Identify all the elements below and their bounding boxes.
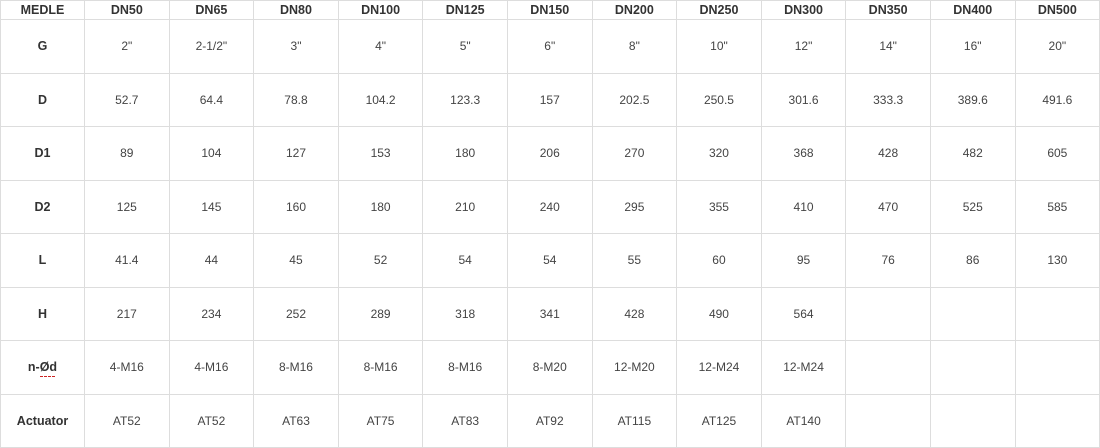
table-cell: 52.7 bbox=[85, 73, 170, 127]
table-cell: 585 bbox=[1015, 180, 1100, 234]
table-cell: 157 bbox=[507, 73, 592, 127]
table-cell: 16" bbox=[930, 20, 1015, 74]
table-cell: 64.4 bbox=[169, 73, 254, 127]
table-cell: 12" bbox=[761, 20, 846, 74]
table-cell-empty bbox=[1015, 341, 1100, 395]
table-cell: AT115 bbox=[592, 394, 677, 448]
table-cell: 2" bbox=[85, 20, 170, 74]
table-row bbox=[1, 394, 1100, 448]
table-cell: 234 bbox=[169, 287, 254, 341]
table-cell: 41.4 bbox=[85, 234, 170, 288]
table-cell: 333.3 bbox=[846, 73, 931, 127]
table-row bbox=[1, 127, 1100, 181]
table-cell: 44 bbox=[169, 234, 254, 288]
table-cell: 78.8 bbox=[254, 73, 339, 127]
table-cell: 410 bbox=[761, 180, 846, 234]
table-cell: 564 bbox=[761, 287, 846, 341]
column-header: DN150 bbox=[507, 1, 592, 20]
table-row bbox=[1, 341, 1100, 395]
table-cell-empty bbox=[1015, 394, 1100, 448]
table-row bbox=[1, 180, 1100, 234]
table-cell: 491.6 bbox=[1015, 73, 1100, 127]
column-header: DN500 bbox=[1015, 1, 1100, 20]
table-cell: 295 bbox=[592, 180, 677, 234]
table-cell: 525 bbox=[930, 180, 1015, 234]
table-cell: 389.6 bbox=[930, 73, 1015, 127]
table-cell: 76 bbox=[846, 234, 931, 288]
column-header: DN350 bbox=[846, 1, 931, 20]
table-cell: 55 bbox=[592, 234, 677, 288]
table-cell: AT140 bbox=[761, 394, 846, 448]
table-cell: 153 bbox=[338, 127, 423, 181]
row-header-l: L bbox=[1, 234, 85, 288]
table-cell: AT75 bbox=[338, 394, 423, 448]
table-cell: 4" bbox=[338, 20, 423, 74]
table-cell: 86 bbox=[930, 234, 1015, 288]
table-cell: 482 bbox=[930, 127, 1015, 181]
table-row bbox=[1, 287, 1100, 341]
column-header: DN125 bbox=[423, 1, 508, 20]
table-cell: 5" bbox=[423, 20, 508, 74]
table-cell: 428 bbox=[592, 287, 677, 341]
column-header: DN300 bbox=[761, 1, 846, 20]
table-cell: AT83 bbox=[423, 394, 508, 448]
table-cell: 8-M16 bbox=[338, 341, 423, 395]
column-header: DN400 bbox=[930, 1, 1015, 20]
row-header-actuator: Actuator bbox=[1, 394, 85, 448]
table-cell: 104 bbox=[169, 127, 254, 181]
table-cell: 104.2 bbox=[338, 73, 423, 127]
table-cell: 270 bbox=[592, 127, 677, 181]
table-cell: AT52 bbox=[85, 394, 170, 448]
table-cell: 20" bbox=[1015, 20, 1100, 74]
table-cell-empty bbox=[930, 394, 1015, 448]
table-cell: 301.6 bbox=[761, 73, 846, 127]
column-header: DN250 bbox=[677, 1, 762, 20]
table-cell: 470 bbox=[846, 180, 931, 234]
table-cell-empty bbox=[846, 287, 931, 341]
table-cell: 8-M16 bbox=[423, 341, 508, 395]
column-header: DN80 bbox=[254, 1, 339, 20]
table-cell: 160 bbox=[254, 180, 339, 234]
table-cell: 250.5 bbox=[677, 73, 762, 127]
table-header-row bbox=[1, 1, 1100, 20]
table-cell: 289 bbox=[338, 287, 423, 341]
table-cell-empty bbox=[930, 341, 1015, 395]
red-dashed-underline bbox=[40, 376, 55, 377]
table-cell: 180 bbox=[423, 127, 508, 181]
table-cell: 10" bbox=[677, 20, 762, 74]
table-cell: 130 bbox=[1015, 234, 1100, 288]
row-header-h: H bbox=[1, 287, 85, 341]
table-cell: 341 bbox=[507, 287, 592, 341]
table-cell: 180 bbox=[338, 180, 423, 234]
table-cell: 355 bbox=[677, 180, 762, 234]
table-cell: 60 bbox=[677, 234, 762, 288]
table-cell: 4-M16 bbox=[85, 341, 170, 395]
nod-label-text bbox=[28, 360, 57, 374]
table-cell: 240 bbox=[507, 180, 592, 234]
table-header bbox=[1, 1, 1100, 20]
table-cell: 12-M24 bbox=[761, 341, 846, 395]
table-cell: AT125 bbox=[677, 394, 762, 448]
row-header-d: D bbox=[1, 73, 85, 127]
table-cell: 3" bbox=[254, 20, 339, 74]
table-cell: 368 bbox=[761, 127, 846, 181]
table-cell: 2-1/2" bbox=[169, 20, 254, 74]
table-cell: 6" bbox=[507, 20, 592, 74]
table-cell: 8-M16 bbox=[254, 341, 339, 395]
table-cell: 123.3 bbox=[423, 73, 508, 127]
table-cell: 12-M20 bbox=[592, 341, 677, 395]
row-header-d2: D2 bbox=[1, 180, 85, 234]
column-header: DN200 bbox=[592, 1, 677, 20]
table-body bbox=[1, 20, 1100, 448]
table-cell: 145 bbox=[169, 180, 254, 234]
table-cell: 8" bbox=[592, 20, 677, 74]
table-cell: 52 bbox=[338, 234, 423, 288]
table-cell: 318 bbox=[423, 287, 508, 341]
table-cell: AT63 bbox=[254, 394, 339, 448]
table-cell: 95 bbox=[761, 234, 846, 288]
table-cell: AT52 bbox=[169, 394, 254, 448]
table-cell: 490 bbox=[677, 287, 762, 341]
table-cell-empty bbox=[846, 394, 931, 448]
table-cell: 14" bbox=[846, 20, 931, 74]
table-cell: 605 bbox=[1015, 127, 1100, 181]
row-header-d1: D1 bbox=[1, 127, 85, 181]
table-cell: 45 bbox=[254, 234, 339, 288]
table-cell: 252 bbox=[254, 287, 339, 341]
table-cell: 202.5 bbox=[592, 73, 677, 127]
table-cell: 320 bbox=[677, 127, 762, 181]
table-cell: 127 bbox=[254, 127, 339, 181]
table-cell: 125 bbox=[85, 180, 170, 234]
table-cell: 217 bbox=[85, 287, 170, 341]
table-row bbox=[1, 73, 1100, 127]
table-cell: 428 bbox=[846, 127, 931, 181]
column-header: DN50 bbox=[85, 1, 170, 20]
table-cell: 89 bbox=[85, 127, 170, 181]
table-cell: 54 bbox=[423, 234, 508, 288]
table-cell-empty bbox=[930, 287, 1015, 341]
table-cell: AT92 bbox=[507, 394, 592, 448]
table-cell: 54 bbox=[507, 234, 592, 288]
table-cell-empty bbox=[846, 341, 931, 395]
table-cell: 210 bbox=[423, 180, 508, 234]
column-header: DN65 bbox=[169, 1, 254, 20]
table-cell: 8-M20 bbox=[507, 341, 592, 395]
row-header-g: G bbox=[1, 20, 85, 74]
table-cell-empty bbox=[1015, 287, 1100, 341]
row-header-nod bbox=[1, 341, 85, 395]
column-header: DN100 bbox=[338, 1, 423, 20]
table-row bbox=[1, 20, 1100, 74]
table-cell: 206 bbox=[507, 127, 592, 181]
table-cell: 12-M24 bbox=[677, 341, 762, 395]
nod-label-value: n-Ød bbox=[27, 360, 58, 375]
table-corner-label: MEDLE bbox=[1, 1, 85, 20]
table-row bbox=[1, 234, 1100, 288]
table-cell: 4-M16 bbox=[169, 341, 254, 395]
